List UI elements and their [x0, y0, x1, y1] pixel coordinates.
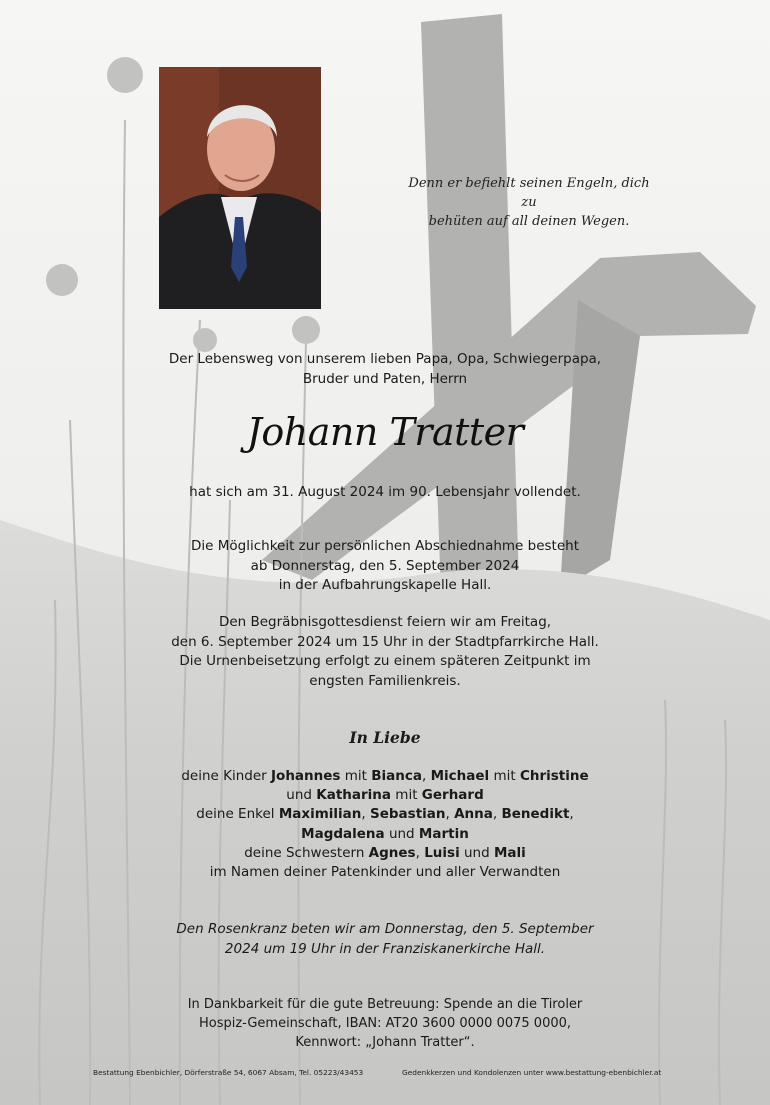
mourners-grandchildren: deine Enkel Maximilian, Sebastian, Anna, Benedikt, [196, 806, 574, 823]
intro-text: Der Lebensweg von unserem lieben Papa, Opa, Schwiegerpapa, Bruder und Paten, Herrn [168, 351, 602, 387]
donation-info: In Dankbarkeit für die gute Betreuung: Spende an die Tiroler Hospiz-Gemeinschaft, IBAN: AT20 3600 0000 0075 0000, Kennwort: „Johann Tratter“. [187, 997, 583, 1050]
portrait-photo [159, 67, 321, 309]
funeral-info: Den Begräbnisgottesdienst feiern wir am Freitag, den 6. September 2024 um 15 Uhr in der Stadtpfarrkirche Hall. Die Urnenbeisetzung erfolgt zu einem späteren Zeitpunkt im engsten Familienkreis. [171, 614, 599, 689]
mourners-grandchildren-2: Magdalena und Martin [301, 825, 469, 842]
mourners-sisters: deine Schwestern Agnes, Luisi und Mali [244, 844, 526, 861]
mourners-list [0, 767, 770, 882]
bible-verse: Denn er befiehlt seinen Engeln, dich zu behüten auf all deinen Wegen. [408, 176, 650, 229]
mourners-children-2: und Katharina mit Gerhard [286, 787, 484, 804]
in-liebe-heading: In Liebe [349, 728, 421, 747]
footer-condolences: Gedenkkerzen und Kondolenzen unter www.bestattung-ebenbichler.at [402, 1068, 662, 1077]
deceased-name: Johann Tratter [246, 410, 524, 454]
portrait-image [159, 67, 321, 309]
farewell-info: Die Möglichkeit zur persönlichen Abschiednahme besteht ab Donnerstag, den 5. September 2024 in der Aufbahrungskapelle Hall. [191, 538, 579, 593]
mourners-children: deine Kinder Johannes mit Bianca, Michael mit Christine [181, 768, 589, 784]
footer-undertaker: Bestattung Ebenbichler, Dörferstraße 54, 6067 Absam, Tel. 05223/43453 [93, 1068, 364, 1077]
death-notice: hat sich am 31. August 2024 im 90. Lebensjahr vollendet. [189, 484, 581, 500]
mourners-relatives: im Namen deiner Patenkinder und aller Verwandten [209, 864, 561, 881]
rosary-info: Den Rosenkranz beten wir am Donnerstag, den 5. September 2024 um 19 Uhr in der Franziskanerkirche Hall. [176, 921, 594, 957]
